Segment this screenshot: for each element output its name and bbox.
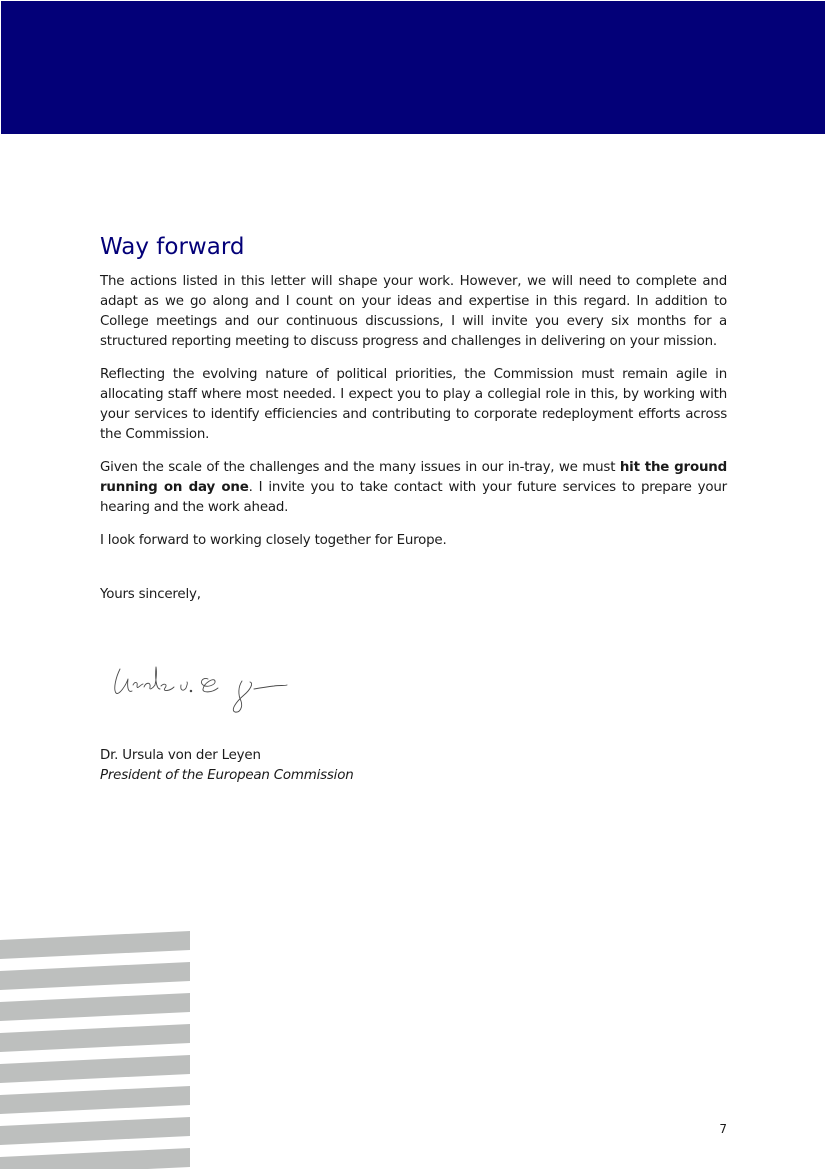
paragraph-challenges-start: Given the scale of the challenges and the many issues in our in-tray, we must xyxy=(100,460,620,475)
stripe xyxy=(0,1086,190,1114)
stripe xyxy=(0,1148,190,1169)
header-band xyxy=(1,1,825,134)
paragraph-challenges xyxy=(100,458,727,518)
paragraph-actions: The actions listed in this letter will shape your work. However, we will need to complete and adapt as we go along and I count on your ideas and expertise in this regard. In addition to College meetings and our continuous discussions, I will invite you every six months for a structured reporting meeting to discuss progress and challenges in delivering on your mission. xyxy=(100,274,727,349)
stripe xyxy=(0,962,190,990)
signer-block xyxy=(100,746,353,786)
paragraph-challenges-emphasis: hit the ground running on day one xyxy=(100,460,727,495)
page-number: 7 xyxy=(719,1122,727,1136)
signer-role: President of the European Commission xyxy=(100,768,354,783)
stripe xyxy=(0,1024,190,1052)
paragraph-closing: I look forward to working closely together for Europe. xyxy=(100,533,447,548)
signature-image xyxy=(104,655,304,715)
stripe xyxy=(0,1117,190,1145)
decorative-stripes xyxy=(0,928,190,1169)
section-title: Way forward xyxy=(100,234,245,260)
stripe xyxy=(0,1055,190,1083)
paragraph-challenges-end: . I invite you to take contact with your future services to prepare your hearing and the work ahead. xyxy=(100,480,727,515)
signer-name: Dr. Ursula von der Leyen xyxy=(100,748,261,763)
salutation: Yours sincerely, xyxy=(100,587,201,602)
letter-body xyxy=(100,232,727,605)
stripe xyxy=(0,993,190,1021)
paragraph-priorities: Reflecting the evolving nature of political priorities, the Commission must remain agile in allocating staff where most needed. I expect you to play a collegial role in this, by working with your services to identify efficiencies and contributing to corporate redeployment efforts across the Commission. xyxy=(100,367,727,442)
stripe xyxy=(0,931,190,959)
